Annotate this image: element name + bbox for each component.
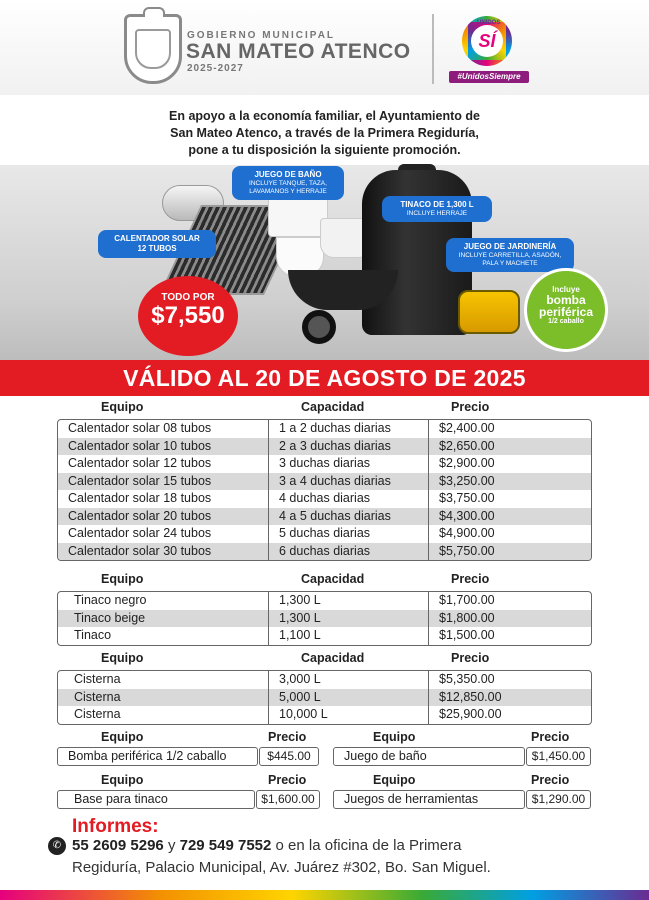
pump-includes: Incluye — [552, 285, 580, 294]
gov-years: 2025-2027 — [187, 63, 244, 74]
cell-precio: $5,750.00 — [428, 543, 592, 561]
cell-precio: $12,850.00 — [428, 689, 592, 707]
cell-capacidad: 3 a 4 duchas diarias — [268, 473, 428, 491]
heater-title: CALENTADOR SOLAR — [114, 234, 200, 243]
validity-banner: VÁLIDO AL 20 DE AGOSTO DE 2025 — [0, 360, 649, 396]
tinaco-title: TINACO DE 1,300 L — [400, 200, 474, 209]
cell-capacidad: 5,000 L — [268, 689, 428, 707]
table-row — [58, 490, 591, 508]
garden-title: JUEGO DE JARDINERÍA — [463, 242, 557, 251]
pump-name: bomba periférica — [538, 293, 594, 319]
total-label: TODO POR — [161, 292, 215, 303]
cell-precio: $2,650.00 — [428, 438, 592, 456]
cell-equipo: Tinaco — [74, 628, 112, 642]
cell-capacidad: 3,000 L — [268, 671, 428, 689]
extras-header-equipo-2: Equipo — [373, 730, 416, 744]
bath-set-sub: INCLUYE TANQUE, TAZA, LAVAMANOS Y HERRAJE — [249, 180, 327, 195]
phone-2[interactable]: 729 549 7552 — [179, 837, 272, 854]
table-row — [58, 508, 591, 526]
cell-precio: $4,300.00 — [428, 508, 592, 526]
garden-sub: INCLUYE CARRETILLA, ASADÓN, PALA Y MACHETE — [458, 252, 562, 267]
heaters-header-precio: Precio — [451, 400, 490, 414]
table-row — [58, 525, 591, 543]
cisterns-header-equipo: Equipo — [101, 651, 144, 665]
extra-base-price: $1,600.00 — [256, 790, 320, 809]
cisterns-header-capacidad: Capacidad — [301, 651, 365, 665]
extras-header-equipo-3: Equipo — [101, 773, 144, 787]
party-small-text: UNIDOS — [477, 20, 501, 26]
cell-precio: $25,900.00 — [428, 706, 592, 724]
cell-precio: $2,400.00 — [428, 420, 592, 438]
whatsapp-icon: ✆ — [48, 837, 66, 855]
header-divider — [432, 14, 434, 84]
informes-line-1-rest: o en la oficina de la Primera — [275, 837, 462, 854]
tinaco-sub: INCLUYE HERRAJE — [406, 210, 468, 217]
pump-badge — [524, 268, 608, 352]
extra-base-name: Base para tinaco — [57, 790, 255, 809]
cell-capacidad: 1,300 L — [268, 592, 428, 610]
extra-tools-price: $1,290.00 — [526, 790, 591, 809]
cell-precio: $1,700.00 — [428, 592, 592, 610]
heater-label — [98, 230, 216, 258]
intro-text — [100, 108, 549, 159]
heaters-header-equipo: Equipo — [101, 400, 144, 414]
tinacos-header-precio: Precio — [451, 572, 490, 586]
extras-header-precio-4: Precio — [531, 773, 570, 787]
cell-capacidad: 4 a 5 duchas diarias — [268, 508, 428, 526]
cell-precio: $1,500.00 — [428, 627, 592, 645]
cell-equipo: Cisterna — [74, 672, 121, 686]
tinacos-header-equipo: Equipo — [101, 572, 144, 586]
cell-equipo: Tinaco beige — [74, 610, 146, 625]
cell-capacidad: 4 duchas diarias — [268, 490, 428, 508]
table-row — [58, 420, 591, 438]
intro-line-2: San Mateo Atenco, a través de la Primera Regiduría, — [170, 126, 479, 140]
pump-size: 1/2 caballo — [548, 318, 584, 325]
extras-header-equipo-1: Equipo — [101, 730, 144, 744]
cell-equipo: Calentador solar 30 tubos — [68, 543, 212, 558]
cisterns-table — [57, 670, 592, 725]
tinacos-table — [57, 591, 592, 646]
table-row — [58, 543, 591, 561]
cell-precio: $3,250.00 — [428, 473, 592, 491]
table-row — [58, 438, 591, 456]
cell-equipo: Calentador solar 24 tubos — [68, 526, 212, 540]
cell-precio: $5,350.00 — [428, 671, 592, 689]
extra-bath-price: $1,450.00 — [526, 747, 591, 766]
wheelbarrow-wheel-image — [302, 310, 336, 344]
cell-equipo: Calentador solar 20 tubos — [68, 508, 212, 523]
bath-set-title: JUEGO DE BAÑO — [254, 170, 322, 179]
cell-capacidad: 1,300 L — [268, 610, 428, 628]
table-row — [58, 706, 591, 724]
extras-header-precio-3: Precio — [268, 773, 307, 787]
cell-capacidad: 1,100 L — [268, 627, 428, 645]
total-price-badge — [138, 276, 238, 356]
hashtag: #UnidosSiempre — [449, 71, 529, 83]
cell-equipo: Calentador solar 15 tubos — [68, 473, 212, 488]
cell-capacidad: 5 duchas diarias — [268, 525, 428, 543]
cell-capacidad: 6 duchas diarias — [268, 543, 428, 561]
cell-equipo: Calentador solar 12 tubos — [68, 456, 212, 470]
extra-pump-price: $445.00 — [259, 747, 319, 766]
heaters-table — [57, 419, 592, 561]
garden-label — [446, 238, 574, 272]
cell-equipo: Calentador solar 10 tubos — [68, 438, 212, 453]
table-row — [58, 671, 591, 689]
extras-header-precio-1: Precio — [268, 730, 307, 744]
phone-conjunction: y — [167, 837, 176, 854]
phone-1[interactable]: 55 2609 5296 — [72, 837, 164, 854]
table-row — [58, 455, 591, 473]
table-row — [58, 473, 591, 491]
cell-equipo: Tinaco negro — [74, 593, 147, 607]
informes-line-2: Regiduría, Palacio Municipal, Av. Juárez #302, Bo. San Miguel. — [72, 859, 491, 876]
toilet-tank-image — [268, 195, 328, 237]
table-row — [58, 627, 591, 645]
tinaco-label — [382, 196, 492, 222]
informes-line-1 — [72, 837, 461, 854]
tinacos-header-capacidad: Capacidad — [301, 572, 365, 586]
gov-name: SAN MATEO ATENCO — [186, 40, 411, 63]
informes-title: Informes: — [72, 816, 159, 837]
pump-image — [458, 290, 520, 334]
extras-header-precio-2: Precio — [531, 730, 570, 744]
extra-tools-name: Juegos de herramientas — [333, 790, 525, 809]
cell-precio: $1,800.00 — [428, 610, 592, 628]
cell-precio: $4,900.00 — [428, 525, 592, 543]
table-row — [58, 610, 591, 628]
cell-equipo: Calentador solar 08 tubos — [68, 421, 212, 435]
cell-equipo: Cisterna — [74, 689, 121, 704]
cisterns-header-precio: Precio — [451, 651, 490, 665]
total-price: $7,550 — [151, 302, 225, 329]
intro-line-3: pone a tu disposición la siguiente promoción. — [188, 143, 461, 157]
gov-small-title: GOBIERNO MUNICIPAL — [187, 30, 336, 41]
cell-capacidad: 10,000 L — [268, 706, 428, 724]
table-row — [58, 689, 591, 707]
heater-sub: 12 TUBOS — [137, 244, 177, 253]
table-row — [58, 592, 591, 610]
extra-bath-name: Juego de baño — [333, 747, 525, 766]
cell-capacidad: 3 duchas diarias — [268, 455, 428, 473]
extra-pump-name: Bomba periférica 1/2 caballo — [57, 747, 258, 766]
cell-precio: $2,900.00 — [428, 455, 592, 473]
cell-equipo: Calentador solar 18 tubos — [68, 491, 212, 505]
cell-precio: $3,750.00 — [428, 490, 592, 508]
intro-line-1: En apoyo a la economía familiar, el Ayuntamiento de — [169, 109, 480, 123]
rainbow-footer-bar — [0, 890, 649, 900]
cell-capacidad: 1 a 2 duchas diarias — [268, 420, 428, 438]
heaters-header-capacidad: Capacidad — [301, 400, 365, 414]
party-logo-text: SÍ — [471, 25, 503, 57]
extras-header-equipo-4: Equipo — [373, 773, 416, 787]
municipal-shield-icon — [124, 14, 182, 84]
cell-equipo: Cisterna — [74, 707, 121, 721]
cell-capacidad: 2 a 3 duchas diarias — [268, 438, 428, 456]
bath-set-label — [232, 166, 344, 200]
